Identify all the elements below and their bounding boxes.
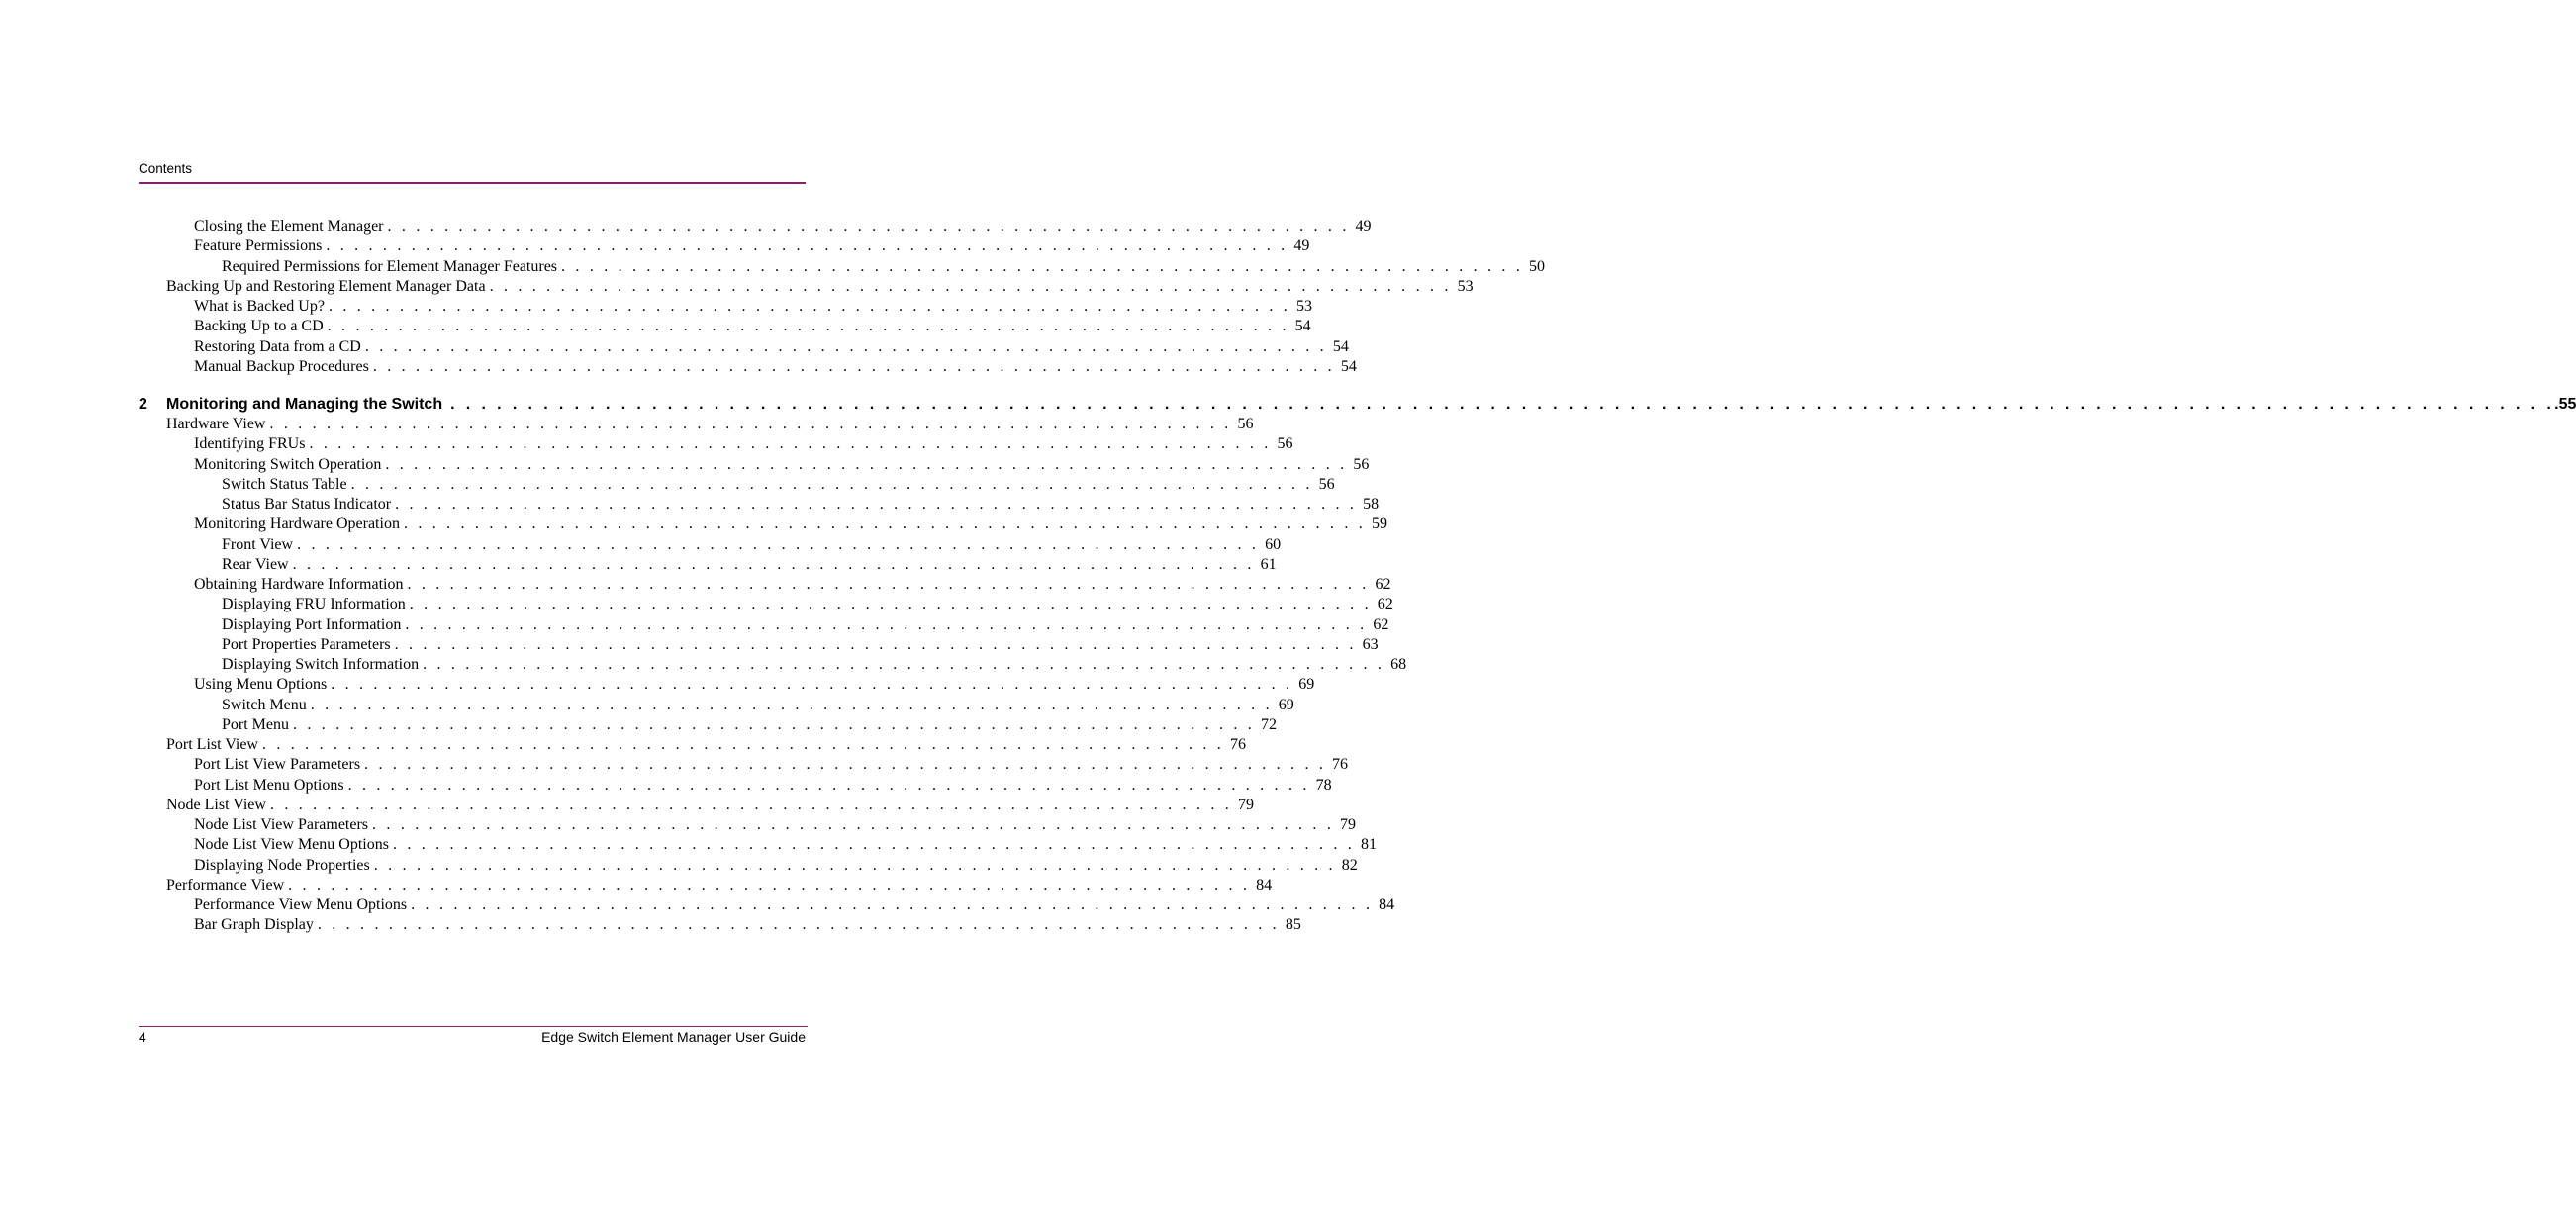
dot-leader: . . . . . . . . . . . . . . . . . . . . . . . . . . . . . . . . . . . . . . . . . . . . . . . . . . . . . . . . . . . . . . . . . . . . [288,876,1251,893]
toc-entry-title: Front View [222,535,294,553]
toc-entry[interactable] [194,915,1301,935]
toc-entry-page: 84 [1379,896,1395,913]
toc-entry-page: 53 [1457,277,1474,295]
toc-entry[interactable] [194,337,1349,357]
toc-entry-title: Displaying Node Properties [194,856,370,874]
toc-entry[interactable] [222,257,1546,277]
toc-entry-page: 49 [1293,237,1310,255]
toc-entry-title: Backing Up to a CD [194,318,324,335]
toc-entry-title: Restoring Data from a CD [194,337,361,355]
footer-book-title: Edge Switch Element Manager User Guide [541,1029,806,1045]
toc-entry-title: Status Bar Status Indicator [222,496,392,513]
toc-entry-title: Rear View [222,555,289,573]
toc-entry-title: Displaying Switch Information [222,656,420,673]
toc-entry-page: 79 [1237,796,1254,813]
toc-entry-title: Identifying FRUs [194,435,306,453]
toc-entry-page: 62 [1377,596,1393,613]
dot-leader: . . . . . . . . . . . . . . . . . . . . . . . . . . . . . . . . . . . . . . . . . . . . . . . . . . . . . . . . . . . . . . . . . . . . [293,715,1255,733]
toc-entry[interactable] [194,434,1293,454]
toc-entry-title: Hardware View [166,416,266,432]
toc-entry[interactable] [222,495,1380,515]
dot-leader: . . . . . . . . . . . . . . . . . . . . . . . . . . . . . . . . . . . . . . . . . . . . . . . . . . . . . . . . . . . . . . . . . . . . [309,435,1272,453]
dot-leader: . . . . . . . . . . . . . . . . . . . . . . . . . . . . . . . . . . . . . . . . . . . . . . . . . . . . . . . . . . . . . . . . . . . . [292,555,1255,573]
toc-entry-page: 53 [1295,298,1312,315]
toc-entry-page: 50 [1529,257,1546,275]
dot-leader: . . . . . . . . . . . . . . . . . . . . . . . . . . . . . . . . . . . . . . . . . . . . . . . . . . . . . . . . . . . . . . . . . . . . [372,357,1335,375]
toc-entry-title: Port List View [166,736,258,753]
toc-entry[interactable] [194,217,1372,236]
toc-entry[interactable] [166,796,1254,815]
dot-leader: . . . . . . . . . . . . . . . . . . . . . . . . . . . . . . . . . . . . . . . . . . . . . . . . . . . . . . . . . . . . . . . . . . . . [297,535,1260,553]
toc-entry-page: 54 [1332,337,1349,355]
toc-entry-page: 62 [1375,576,1391,593]
toc-entry-title: Displaying Port Information [222,615,402,633]
toc-entry-page: 59 [1371,516,1387,533]
toc-entry[interactable] [166,277,1474,297]
toc-entry-title: Performance View [166,876,285,893]
toc-entry[interactable] [166,876,1273,895]
toc-entry-page: 60 [1265,535,1282,553]
toc-entry-page: 79 [1340,816,1357,833]
toc-entry-title: Port List View Parameters [194,756,361,774]
toc-entry-title: Displaying FRU Information [222,596,406,613]
toc-entry[interactable] [166,415,1254,434]
toc-entry-title: Bar Graph Display [194,916,314,934]
toc-entry-title: Feature Permissions [194,237,323,255]
dot-leader: . . . . . . . . . . . . . . . . . . . . . . . . . . . . . . . . . . . . . . . . . . . . . . . . . . . . . . . . . . . . . . . . . . . . [387,218,1350,235]
toc-entry[interactable] [194,455,1370,475]
toc-entry-page: 82 [1341,856,1358,874]
toc-entry-page: 63 [1362,635,1379,653]
toc-entry-title: Backing Up and Restoring Element Manager Data [166,277,486,295]
toc-entry-title: Performance View Menu Options [194,896,408,913]
toc-entry-page: 85 [1285,916,1301,934]
toc-entry[interactable] [194,895,1395,915]
toc-entry[interactable] [194,515,1387,534]
toc-entry-page: 56 [1353,455,1370,473]
chapter-title: Monitoring and Managing the Switch [166,396,443,413]
toc-entry-page: 76 [1332,756,1349,774]
toc-entry[interactable] [194,835,1377,855]
dot-leader: . . . . . . . . . . . . . . . . . . . . . . . . . . . . . . . . . . . . . . . . . . . . . . . . . . . . . . . . . . . . . . . . . . . . [411,896,1374,913]
dot-leader: . . . . . . . . . . . . . . . . . . . . . . . . . . . . . . . . . . . . . . . . . . . . . . . . . . . . . . . . . . . . . . . . . . . . [489,277,1452,295]
toc-entry-title: Monitoring Hardware Operation [194,516,400,533]
dot-leader: . . . . . . . . . . . . . . . . . . . . . . . . . . . . . . . . . . . . . . . . . . . . . . . . . . . . . . . . . . . . . . . . . . . . [394,635,1357,653]
toc-entry[interactable] [222,655,1407,675]
dot-leader: . . . . . . . . . . . . . . . . . . . . . . . . . . . . . . . . . . . . . . . . . . . . . . . . . . . . . . . . . . . . . . . . . . . . [331,676,1293,694]
toc-entry-page: 58 [1363,496,1380,513]
dot-leader: . . . . . . . . . . . . . . . . . . . . . . . . . . . . . . . . . . . . . . . . . . . . . . . . . . . . . . . . . . . . . . . . . . . . [317,916,1280,934]
chapter-number: 2 [139,396,147,413]
toc-entry[interactable] [194,575,1391,595]
header-rule [139,182,806,184]
chapter-entry[interactable] [139,394,2576,416]
toc-entry[interactable] [194,675,1315,695]
dot-leader: . . . . . . . . . . . . . . . . . . . . . . . . . . . . . . . . . . . . . . . . . . . . . . . . . . . . . . . . . . . . . . . . . . . . [310,696,1273,713]
toc-entry-page: 69 [1278,696,1294,713]
dot-leader: . . . . . . . . . . . . . . . . . . . . . . . . . . . . . . . . . . . . . . . . . . . . . . . . . . . . . . . . . . . . . . . . . . . . [395,496,1358,513]
toc-entry[interactable] [194,856,1358,876]
toc-entry[interactable] [194,297,1312,317]
dot-leader: . . . . . . . . . . . . . . . . . . . . . . . . . . . . . . . . . . . . . . . . . . . . . . . . . . . . . . . . . . . . . . . . . . . . [364,337,1327,355]
toc-entry-page: 49 [1355,218,1372,235]
dot-leader: . . . . . . . . . . . . . . . . . . . . . . . . . . . . . . . . . . . . . . . . . . . . . . . . . . . . . . . . . . . . . . . . . . . . [385,455,1348,473]
toc-entry-page: 56 [1237,416,1254,432]
dot-leader: . . . . . . . . . . . . . . . . . . . . . . . . . . . . . . . . . . . . . . . . . . . . . . . . . . . . . . . . . . . . . . . . . . . . [423,656,1385,673]
toc-entry-page: 54 [1340,357,1357,375]
running-header: Contents [139,161,193,176]
dot-leader: . . . . . . . . . . . . . . . . . . . . . . . . . . . . . . . . . . . . . . . . . . . . . . . . . . . . . . . . . . . . . . . . . . . . [328,298,1290,315]
toc-entry[interactable] [222,595,1393,614]
toc-entry[interactable] [222,535,1282,555]
dot-leader: . . . . . . . . . . . . . . . . . . . . . . . . . . . . . . . . . . . . . . . . . . . . . . . . . . . . . . . . . . . . . . . . . . . . [407,576,1370,593]
toc-entry[interactable] [194,236,1310,256]
toc-entry-title: Switch Menu [222,696,307,713]
toc-entry-page: 56 [1318,475,1335,493]
toc-entry-title: Switch Status Table [222,475,347,493]
toc-entry[interactable] [194,776,1332,796]
toc-entry-page: 84 [1256,876,1273,893]
toc-entry-page: 62 [1373,615,1389,633]
toc-entry[interactable] [194,755,1349,775]
dot-leader: . . . . . . . . . . . . . . . . . . . . . . . . . . . . . . . . . . . . . . . . . . . . . . . . . . . . . . . . . . . . . . . . . . . . [326,237,1288,255]
toc-entry-page: 56 [1277,435,1293,453]
toc-entry[interactable] [194,317,1311,336]
toc-entry-page: 81 [1360,836,1377,854]
toc-entry-page: 61 [1260,555,1277,573]
toc-entry-title: Node List View Parameters [194,816,369,833]
toc-entry[interactable] [222,635,1379,655]
toc-entry-page: 72 [1261,715,1277,733]
dot-leader: . . . . . . . . . . . . . . . . . . . . . . . . . . . . . . . . . . . . . . . . . . . . . . . . . . . . . . . . . . . . . . . . . . . . [373,856,1336,874]
toc-entry-page: 76 [1229,736,1246,753]
toc-entry[interactable] [222,696,1294,715]
toc-entry-page: 68 [1390,656,1407,673]
toc-entry[interactable] [222,615,1389,635]
toc-entry-title: Using Menu Options [194,676,328,694]
toc-entry-title: What is Backed Up? [194,298,325,315]
dot-leader: . . . . . . . . . . . . . . . . . . . . . . . . . . . . . . . . . . . . . . . . . . . . . . . . . . . . . . . . . . . . . . . . . . . . [364,756,1327,774]
toc-entry-title: Port Menu [222,715,289,733]
toc-entry-title: Monitoring Switch Operation [194,455,382,473]
footer-page-number: 4 [139,1029,146,1045]
dot-leader: . . . . . . . . . . . . . . . . . . . . . . . . . . . . . . . . . . . . . . . . . . . . . . . . . . . . . . . . . . . . . . . . . . . . . . . . . . . . . . . . . . . . . . . . . . . . . . . . . . . . . . . . . . . . . . . . . . . . . . . . . . . . . . . . . . . . . . . . [450,396,2555,413]
toc-entry[interactable] [222,555,1277,575]
toc-entry-page: 54 [1294,318,1311,335]
dot-leader: . . . . . . . . . . . . . . . . . . . . . . . . . . . . . . . . . . . . . . . . . . . . . . . . . . . . . . . . . . . . . . . . . . . . [403,516,1366,533]
toc-entry-title: Port Properties Parameters [222,635,391,653]
toc-entry[interactable] [166,735,1246,755]
toc-entry-title: Node List View Menu Options [194,836,389,854]
toc-entry-title: Node List View [166,796,266,813]
dot-leader: . . . . . . . . . . . . . . . . . . . . . . . . . . . . . . . . . . . . . . . . . . . . . . . . . . . . . . . . . . . . . . . . . . . . [372,816,1335,833]
toc-entry-title: Closing the Element Manager [194,218,384,235]
toc-entry-page: 78 [1315,776,1332,794]
chapter-page: .55 [2554,396,2576,413]
dot-leader: . . . . . . . . . . . . . . . . . . . . . . . . . . . . . . . . . . . . . . . . . . . . . . . . . . . . . . . . . . . . . . . . . . . . [347,776,1310,794]
dot-leader: . . . . . . . . . . . . . . . . . . . . . . . . . . . . . . . . . . . . . . . . . . . . . . . . . . . . . . . . . . . . . . . . . . . . [269,796,1232,813]
toc-entry-title: Port List Menu Options [194,776,344,794]
dot-leader: . . . . . . . . . . . . . . . . . . . . . . . . . . . . . . . . . . . . . . . . . . . . . . . . . . . . . . . . . . . . . . . . . . . . [261,736,1224,753]
toc-entry[interactable] [194,357,1357,377]
dot-leader: . . . . . . . . . . . . . . . . . . . . . . . . . . . . . . . . . . . . . . . . . . . . . . . . . . . . . . . . . . . . . . . . . . . . [561,257,1524,275]
toc-entry[interactable] [222,475,1335,495]
dot-leader: . . . . . . . . . . . . . . . . . . . . . . . . . . . . . . . . . . . . . . . . . . . . . . . . . . . . . . . . . . . . . . . . . . . . [409,596,1372,613]
toc-entry-title: Manual Backup Procedures [194,357,369,375]
dot-leader: . . . . . . . . . . . . . . . . . . . . . . . . . . . . . . . . . . . . . . . . . . . . . . . . . . . . . . . . . . . . . . . . . . . . [405,615,1368,633]
dot-leader: . . . . . . . . . . . . . . . . . . . . . . . . . . . . . . . . . . . . . . . . . . . . . . . . . . . . . . . . . . . . . . . . . . . . [350,475,1313,493]
toc-entry-title: Obtaining Hardware Information [194,576,404,593]
toc-entry[interactable] [222,715,1277,735]
dot-leader: . . . . . . . . . . . . . . . . . . . . . . . . . . . . . . . . . . . . . . . . . . . . . . . . . . . . . . . . . . . . . . . . . . . . [269,416,1232,432]
dot-leader: . . . . . . . . . . . . . . . . . . . . . . . . . . . . . . . . . . . . . . . . . . . . . . . . . . . . . . . . . . . . . . . . . . . . [327,318,1289,335]
toc-entry-title: Required Permissions for Element Manager Features [222,257,558,275]
footer-rule [139,1026,808,1027]
toc-entry-page: 69 [1298,676,1315,694]
toc-entry[interactable] [194,815,1357,835]
dot-leader: . . . . . . . . . . . . . . . . . . . . . . . . . . . . . . . . . . . . . . . . . . . . . . . . . . . . . . . . . . . . . . . . . . . . [392,836,1355,854]
